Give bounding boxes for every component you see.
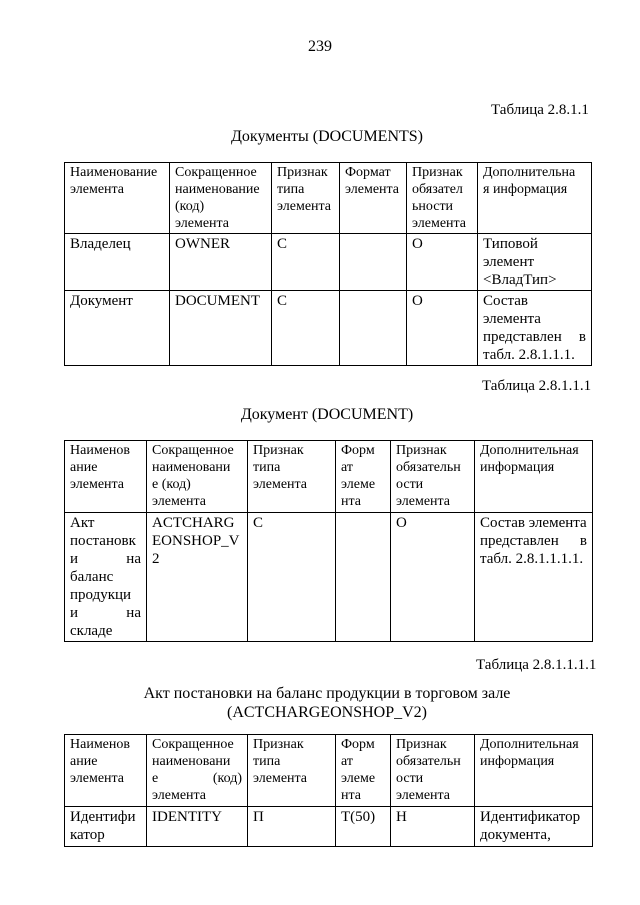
cell-line: Наименов: [70, 443, 130, 458]
cell-line: Н: [396, 809, 407, 825]
cell-line: наименовани: [152, 460, 231, 475]
cell-line: О: [396, 515, 407, 531]
cell-line: элемента: [253, 477, 308, 492]
cell-line: элемента: [70, 182, 125, 197]
cell-format: [336, 807, 391, 847]
cell-line: элемента: [277, 199, 332, 214]
cell-line: Дополнительна: [483, 165, 576, 180]
cell-line: типа: [253, 460, 281, 475]
cell-line: элеме: [341, 477, 376, 492]
cell-required: [391, 513, 475, 642]
cell-line: представлен в: [483, 329, 586, 345]
cell-required: [407, 291, 478, 366]
cell-line: обязательн: [396, 754, 461, 769]
cell-line: Формат: [345, 165, 391, 180]
cell-line: Сокращенное: [175, 165, 257, 180]
table-label: Таблица 2.8.1.1.1.1: [476, 657, 597, 673]
table-label: Таблица 2.8.1.1: [491, 102, 589, 118]
cell-format: [340, 234, 407, 291]
header-cell: [147, 441, 248, 513]
cell-line: наименование: [175, 182, 260, 197]
cell-line: С: [253, 515, 264, 531]
cell-line: Признак: [412, 165, 463, 180]
cell-line: OWNER: [175, 236, 230, 252]
cell-line: Признак: [396, 737, 447, 752]
cell-line: Признак: [396, 443, 447, 458]
table-header-row: [65, 163, 592, 234]
cell-code: [147, 513, 248, 642]
cell-line: элемента: [483, 311, 541, 327]
header-cell: [170, 163, 272, 234]
table-header-row: [65, 735, 593, 807]
cell-line: ание: [70, 754, 98, 769]
cell-line: информация: [480, 754, 555, 769]
cell-line: я информация: [483, 182, 568, 197]
cell-line: документа,: [480, 827, 551, 843]
header-cell: [65, 441, 147, 513]
cell-line: Признак: [253, 737, 304, 752]
table-label: Таблица 2.8.1.1.1: [482, 378, 592, 394]
cell-line: DOCUMENT: [175, 293, 260, 309]
header-cell: [475, 735, 593, 807]
cell-line: Дополнительная: [480, 443, 579, 458]
document-table: [64, 440, 593, 642]
cell-line: Т(50): [341, 809, 376, 825]
cell-line: элемента: [396, 494, 451, 509]
cell-line: ьности: [412, 199, 454, 214]
cell-line: информация: [480, 460, 555, 475]
table-row: [65, 807, 593, 847]
cell-info: [478, 234, 592, 291]
cell-line: е (код): [152, 771, 242, 786]
cell-info: [475, 807, 593, 847]
cell-line: продукци: [70, 587, 132, 603]
header-cell: [391, 735, 475, 807]
cell-type: [272, 234, 340, 291]
cell-line: элемента: [152, 788, 207, 803]
cell-line: Наименование: [70, 165, 158, 180]
cell-line: баланс: [70, 569, 114, 585]
header-cell: [248, 441, 336, 513]
table-row: [65, 291, 592, 366]
cell-line: нта: [341, 788, 361, 803]
cell-line: табл. 2.8.1.1.1.: [483, 347, 575, 363]
cell-format: [340, 291, 407, 366]
cell-line: элемента: [396, 788, 451, 803]
cell-line: О: [412, 293, 423, 309]
cell-line: нта: [341, 494, 361, 509]
cell-line: <ВладТип>: [483, 272, 557, 288]
cell-line: катор: [70, 827, 105, 843]
header-cell: [248, 735, 336, 807]
cell-line: е (код): [152, 477, 191, 492]
cell-line: типа: [277, 182, 305, 197]
cell-line: О: [412, 236, 423, 252]
header-cell: [407, 163, 478, 234]
table-title: Акт постановки на баланс продукции в торговом зале: [143, 685, 511, 702]
header-cell: [475, 441, 593, 513]
table-title: Документы (DOCUMENTS): [231, 128, 423, 145]
cell-required: [391, 807, 475, 847]
cell-line: элемента: [345, 182, 400, 197]
cell-line: EONSHOP_V: [152, 533, 240, 549]
cell-name: [65, 234, 170, 291]
cell-line: ание: [70, 460, 98, 475]
header-cell: [391, 441, 475, 513]
cell-line: ости: [396, 477, 424, 492]
header-cell: [272, 163, 340, 234]
documents-table: [64, 162, 592, 366]
header-cell: [336, 441, 391, 513]
cell-name: [65, 291, 170, 366]
cell-required: [407, 234, 478, 291]
cell-line: Признак: [253, 443, 304, 458]
cell-line: элемента: [152, 494, 207, 509]
cell-name: [65, 807, 147, 847]
header-cell: [340, 163, 407, 234]
act-table: [64, 734, 593, 847]
cell-line: типа: [253, 754, 281, 769]
cell-line: Форм: [341, 443, 375, 458]
cell-type: [272, 291, 340, 366]
cell-line: обязательн: [396, 460, 461, 475]
cell-line: ости: [396, 771, 424, 786]
page-number: 239: [308, 38, 332, 55]
cell-line: элеме: [341, 771, 376, 786]
cell-code: [170, 234, 272, 291]
cell-line: элемента: [70, 477, 125, 492]
cell-line: наименовани: [152, 754, 231, 769]
cell-line: элемента: [175, 216, 230, 231]
cell-line: и на: [70, 605, 141, 621]
cell-line: представлен в: [480, 533, 587, 549]
cell-line: П: [253, 809, 264, 825]
table-header-row: [65, 441, 593, 513]
cell-line: элемент: [483, 254, 535, 270]
cell-line: Состав: [483, 293, 529, 309]
cell-format: [336, 513, 391, 642]
cell-line: Форм: [341, 737, 375, 752]
cell-line: табл. 2.8.1.1.1.1.: [480, 551, 584, 567]
cell-line: С: [277, 293, 288, 309]
cell-code: [147, 807, 248, 847]
cell-line: Акт: [70, 515, 95, 531]
cell-line: Дополнительная: [480, 737, 579, 752]
cell-line: Владелец: [70, 236, 131, 252]
header-cell: [65, 163, 170, 234]
header-cell: [65, 735, 147, 807]
cell-line: Признак: [277, 165, 328, 180]
cell-line: Наименов: [70, 737, 130, 752]
cell-type: [248, 513, 336, 642]
cell-line: Состав элемента: [480, 515, 587, 531]
cell-line: 2: [152, 551, 160, 567]
cell-line: ACTCHARG: [152, 515, 235, 531]
cell-line: Идентификатор: [480, 809, 581, 825]
cell-line: Сокращенное: [152, 737, 234, 752]
cell-type: [248, 807, 336, 847]
cell-line: Документ: [70, 293, 133, 309]
table-row: [65, 513, 593, 642]
cell-line: и на: [70, 551, 141, 567]
table-row: [65, 234, 592, 291]
cell-line: элемента: [70, 771, 125, 786]
cell-line: обязател: [412, 182, 463, 197]
cell-line: постановк: [70, 533, 136, 549]
cell-line: элемента: [253, 771, 308, 786]
cell-line: Идентифи: [70, 809, 136, 825]
table-title: Документ (DOCUMENT): [240, 406, 414, 423]
cell-line: Типовой: [483, 236, 538, 252]
cell-line: IDENTITY: [152, 809, 222, 825]
cell-name: [65, 513, 147, 642]
cell-info: [475, 513, 593, 642]
cell-line: ат: [341, 754, 353, 769]
cell-line: элемента: [412, 216, 467, 231]
cell-line: складе: [70, 623, 113, 639]
cell-line: С: [277, 236, 288, 252]
cell-line: Сокращенное: [152, 443, 234, 458]
header-cell: [478, 163, 592, 234]
table-title: (ACTCHARGEONSHOP_V2): [226, 704, 427, 721]
cell-code: [170, 291, 272, 366]
cell-line: (код): [175, 199, 205, 214]
header-cell: [336, 735, 391, 807]
cell-info: [478, 291, 592, 366]
header-cell: [147, 735, 248, 807]
cell-line: ат: [341, 460, 353, 475]
